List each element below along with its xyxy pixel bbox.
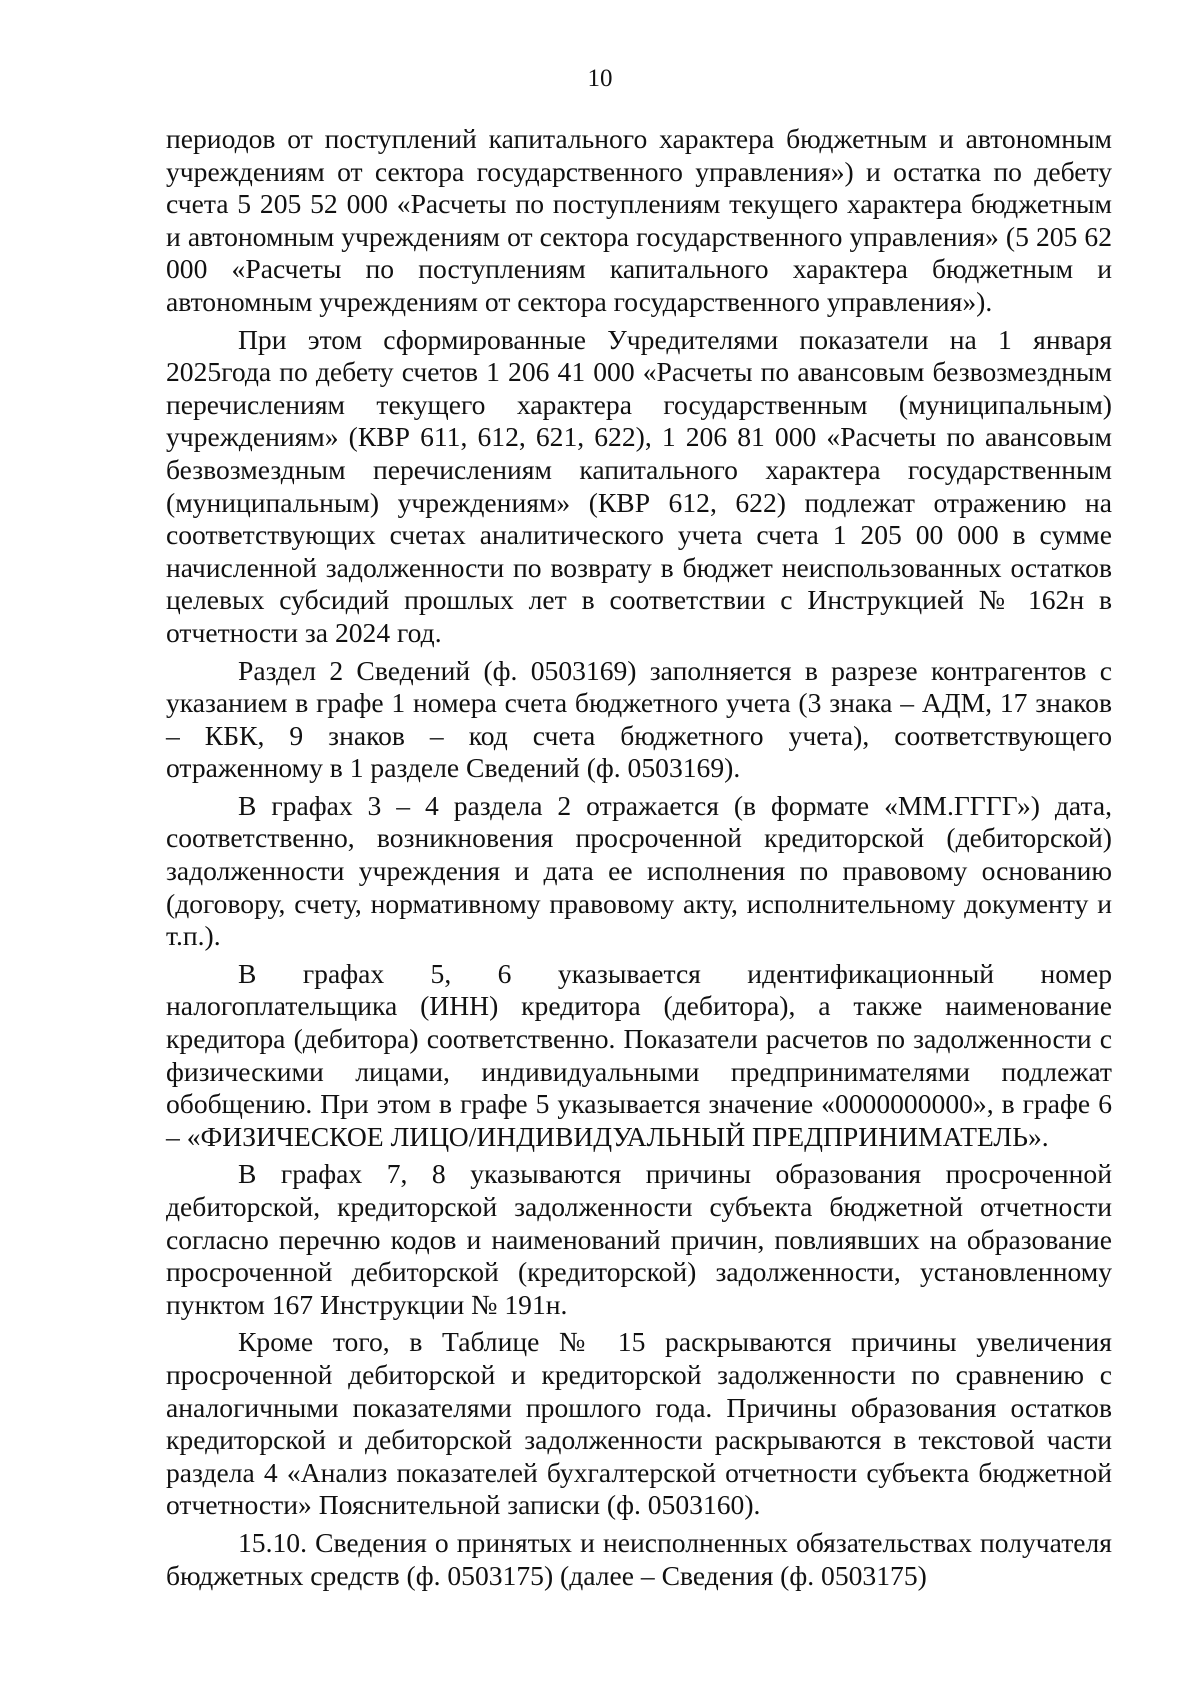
paragraph-3: Раздел 2 Сведений (ф. 0503169) заполняется в разрезе контрагентов с указанием в графе 1 номера счета бюджетного учета (3 знака – АДМ, 17 знаков – КБК, 9 знаков – код счета бюджетного учета), соответствующего отраженному в 1 разделе Сведений (ф. 0503169). — [166, 654, 1112, 784]
paragraph-1: периодов от поступлений капитального характера бюджетным и автономным учреждениям от сектора государственного управления») и остатка по дебету счета 5 205 52 000 «Расчеты по поступлениям текущего характера бюджетным и автономным учреждениям от сектора государственного управления» (5 205 62 000 «Расчеты по поступлениям капитального характера бюджетным и автономным учреждениям от сектора государственного управления»). — [166, 123, 1112, 317]
paragraph-7: Кроме того, в Таблице № 15 раскрываются причины увеличения просроченной дебиторской и кредиторской задолженности по сравнению с аналогичными показателями прошлого года. Причины образования остатков кредиторской и дебиторской задолженности раскрываются в текстовой части раздела 4 «Анализ показателей бухгалтерской отчетности субъекта бюджетной отчетности» Пояснительной записки (ф. 0503160). — [166, 1326, 1112, 1521]
paragraph-6: В графах 7, 8 указываются причины образования просроченной дебиторской, кредиторской задолженности субъекта бюджетной отчетности согласно перечню кодов и наименований причин, повлиявших на образование просроченной дебиторской (кредиторской) задолженности, установленному пунктом 167 Инструкции № 191н. — [166, 1158, 1112, 1320]
paragraph-2: При этом сформированные Учредителями показатели на 1 января 2025года по дебету счетов 1 206 41 000 «Расчеты по авансовым безвозмездным перечислениям текущего характера государственным (муниципальным) учреждениям» (КВР 611, 612, 621, 622), 1 206 81 000 «Расчеты по авансовым безвозмездным перечислениям капитального характера государственным (муниципальным) учреждениям» (КВР 612, 622) подлежат отражению на соответствующих счетах аналитического учета счета 1 205 00 000 в сумме начисленной задолженности по возврату в бюджет неиспользованных остатков целевых субсидий прошлых лет в соответствии с Инструкцией № 162н в отчетности за 2024 год. — [166, 323, 1112, 648]
paragraph-4: В графах 3 – 4 раздела 2 отражается (в формате «ММ.ГГГГ») дата, соответственно, возникновения просроченной кредиторской (дебиторской) задолженности учреждения и дата ее исполнения по правовому основанию (договору, счету, нормативному правовому акту, исполнительному документу и т.п.). — [166, 789, 1112, 952]
paragraph-5: В графах 5, 6 указывается идентификационный номер налогоплательщика (ИНН) кредитора (дебитора), а также наименование кредитора (дебитора) соответственно. Показатели расчетов по задолженности с физическими лицами, индивидуальными предпринимателями подлежат обобщению. При этом в графе 5 указывается значение «0000000000», в графе 6 – «ФИЗИЧЕСКОЕ ЛИЦО/ИНДИВИДУАЛЬНЫЙ ПРЕДПРИНИМАТЕЛЬ». — [166, 957, 1112, 1152]
page-number: 10 — [587, 65, 613, 92]
paragraph-8: 15.10. Сведения о принятых и неисполненных обязательствах получателя бюджетных средств (ф. 0503175) (далее – Сведения (ф. 0503175) — [166, 1526, 1112, 1591]
document-body — [166, 123, 1112, 1592]
